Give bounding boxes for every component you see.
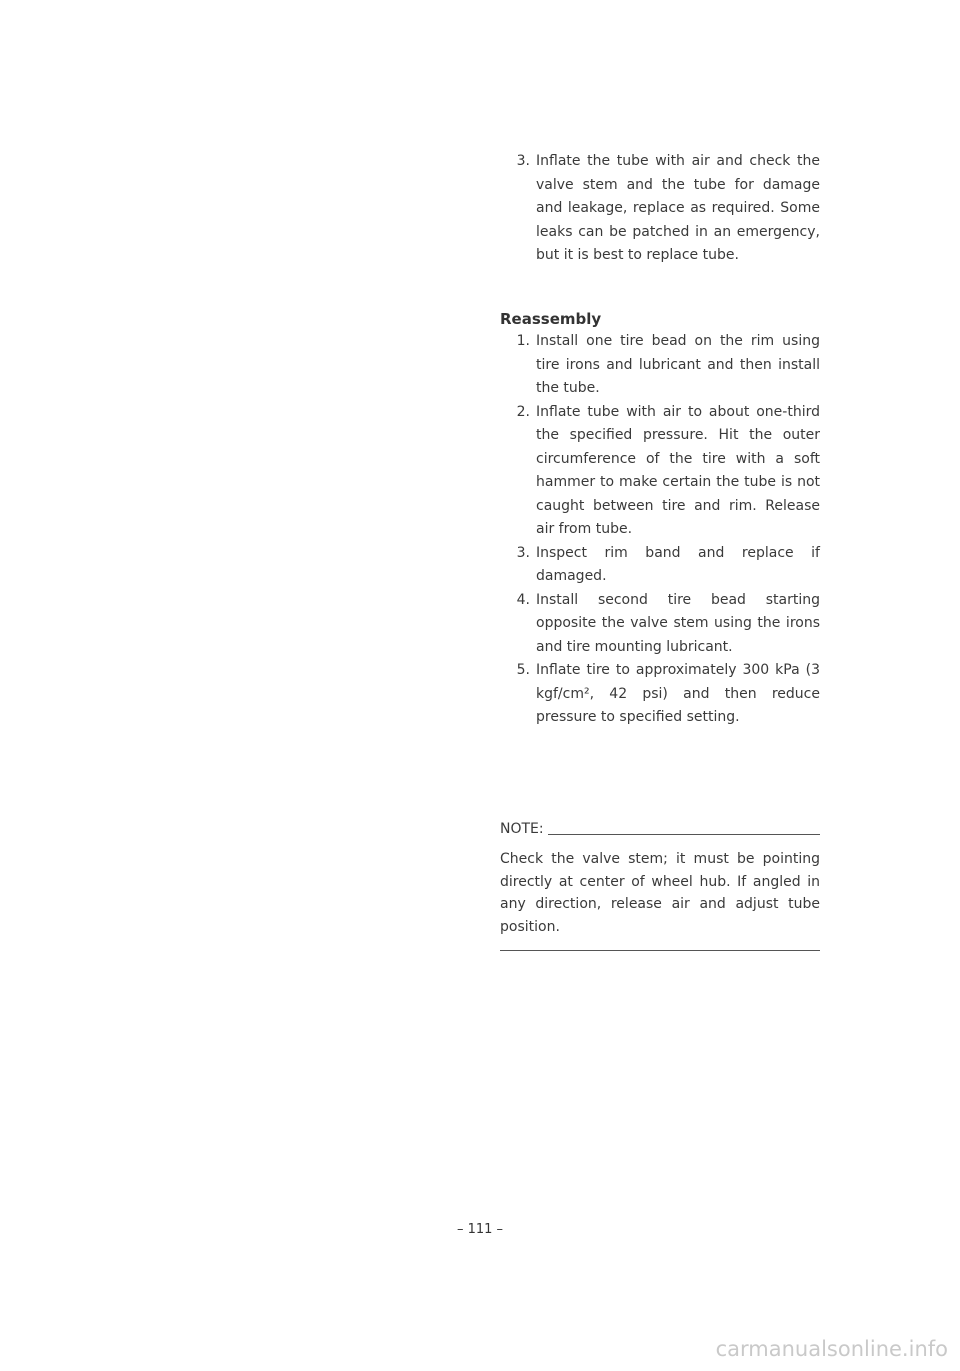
list-item (500, 150, 820, 268)
step-number: 3. (516, 544, 530, 561)
section-heading: Reassembly (500, 310, 602, 328)
step-text: Inflate the tube with air and check the valve stem and the tube for damage and leakage, replace as required. Some leaks can be patched in an emergency, but it is best to replace tube. (536, 153, 820, 263)
page-number: – 111 – (456, 1222, 504, 1237)
step-number: 5. (516, 662, 530, 678)
list-item (500, 330, 820, 401)
list-item (500, 659, 820, 730)
step-text: Inspect rim band and replace if damaged. (536, 544, 820, 584)
step-number: 1. (516, 333, 530, 349)
watermark-logo: carmanualsonline.info (715, 1337, 948, 1361)
step-text: Inflate tire to approximately 300 kPa (3 kgf/cm², 42 psi) and then reduce pressure to specified setting. (536, 662, 820, 725)
note-box (500, 818, 820, 951)
note-body: Check the valve stem; it must be pointing directly at center of wheel hub. If angled in any direction, release air and adjust tube position. (500, 851, 820, 935)
step-number: 3. (516, 153, 530, 169)
list-item (500, 542, 820, 589)
note-top-rule (548, 834, 820, 835)
list-item (500, 401, 820, 542)
step-text: Install one tire bead on the rim using tire irons and lubricant and then install the tube. (536, 333, 820, 396)
step-number: 2. (516, 403, 530, 420)
list-item (500, 589, 820, 660)
inspection-step-block (500, 150, 820, 268)
note-title: NOTE: (500, 821, 544, 837)
inspection-step-list (500, 150, 820, 268)
reassembly-section (500, 308, 820, 730)
note-bottom-rule (500, 950, 820, 951)
step-number: 4. (516, 591, 530, 608)
step-text: Inflate tube with air to about one-third the specified pressure. Hit the outer circumference of the tire with a soft hammer to make certain the tube is not caught between tire and rim. Release air from tube. (536, 403, 820, 537)
step-text: Install second tire bead starting opposite the valve stem using the irons and tire mounting lubricant. (536, 591, 820, 655)
reassembly-step-list (500, 330, 820, 730)
note-header (500, 818, 820, 840)
